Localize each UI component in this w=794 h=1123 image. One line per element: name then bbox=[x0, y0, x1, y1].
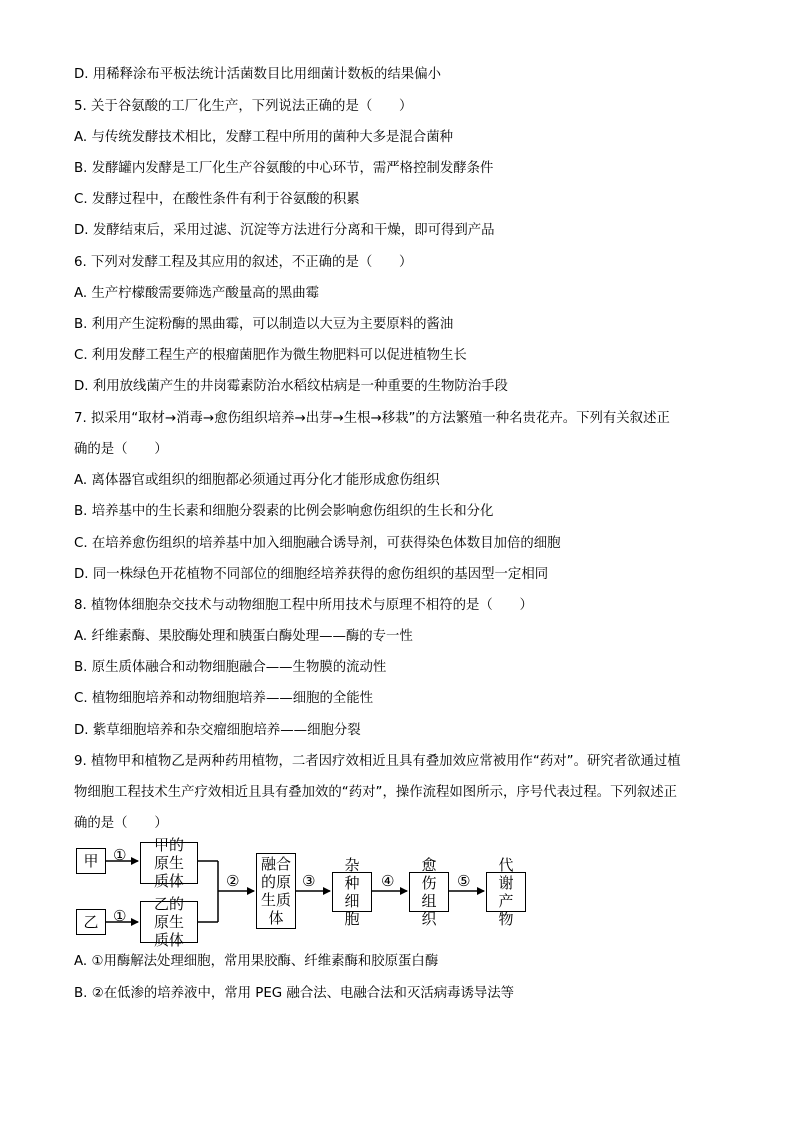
option-b: B. ②在低渗的培养液中，常用 PEG 融合法、电融合法和灭活病毒诱导法等 bbox=[74, 986, 515, 1001]
step-1-bottom-label: ① bbox=[113, 907, 127, 925]
fused-protoplast-box bbox=[256, 853, 296, 929]
plant-b-label: 乙 bbox=[83, 913, 99, 931]
option-b: B. 发酵罐内发酵是工厂化生产谷氨酸的中心环节，需严格控制发酵条件 bbox=[74, 161, 494, 176]
option-c: C. 在培养愈伤组织的培养基中加入细胞融合诱导剂，可获得染色体数目加倍的细胞 bbox=[74, 536, 561, 551]
protoplast-b-label: 乙的原生质体 bbox=[153, 895, 184, 949]
step-5-label: ⑤ bbox=[457, 872, 471, 890]
question-9-stem-cont: 确的是（ ） bbox=[74, 816, 168, 831]
plant-a-label: 甲 bbox=[83, 852, 99, 870]
question-9-stem-cont: 物细胞工程技术生产疗效相近且具有叠加效的“药对”，操作流程如图所示，序号代表过程。下列叙述正 bbox=[74, 785, 678, 800]
text-line: D. 用稀释涂布平板法统计活菌数目比用细菌计数板的结果偏小 bbox=[74, 67, 441, 82]
callus-label: 愈伤组织 bbox=[421, 856, 437, 928]
option-c: C. 发酵过程中，在酸性条件有利于谷氨酸的积累 bbox=[74, 192, 360, 207]
metabolite-box bbox=[486, 856, 526, 928]
step-3-label: ③ bbox=[302, 872, 316, 890]
metabolite-label: 代谢产物 bbox=[498, 856, 514, 928]
protoplast-b-box bbox=[140, 895, 198, 949]
option-b: B. 培养基中的生长素和细胞分裂素的比例会影响愈伤组织的生长和分化 bbox=[74, 504, 494, 519]
option-b: B. 原生质体融合和动物细胞融合——生物膜的流动性 bbox=[74, 660, 387, 675]
option-d: D. 发酵结束后，采用过滤、沉淀等方法进行分离和干燥，即可得到产品 bbox=[74, 223, 495, 238]
hybrid-cell-box bbox=[332, 856, 372, 928]
callus-box bbox=[409, 856, 449, 928]
option-a: A. 与传统发酵技术相比，发酵工程中所用的菌种大多是混合菌种 bbox=[74, 130, 453, 145]
option-a: A. 离体器官或组织的细胞都必须通过再分化才能形成愈伤组织 bbox=[74, 473, 440, 488]
question-8-stem: 8. 植物体细胞杂交技术与动物细胞工程中所用技术与原理不相符的是（ ） bbox=[74, 598, 533, 613]
fused-protoplast-label: 融合的原生质体 bbox=[261, 855, 292, 927]
option-c: C. 植物细胞培养和动物细胞培养——细胞的全能性 bbox=[74, 691, 374, 706]
question-7-stem-cont: 确的是（ ） bbox=[74, 442, 168, 457]
step-4-label: ④ bbox=[381, 872, 395, 890]
plant-b-box bbox=[76, 909, 106, 935]
option-a: A. ①用酶解法处理细胞，常用果胶酶、纤维素酶和胶原蛋白酶 bbox=[74, 954, 439, 969]
option-c: C. 利用发酵工程生产的根瘤菌肥作为微生物肥料可以促进植物生长 bbox=[74, 348, 467, 363]
question-7-stem: 7. 拟采用“取材→消毒→愈伤组织培养→出芽→生根→移栽”的方法繁殖一种名贵花卉。下列有关叙述正 bbox=[74, 411, 670, 426]
step-1-top-label: ① bbox=[113, 846, 127, 864]
question-6-stem: 6. 下列对发酵工程及其应用的叙述，不正确的是（ ） bbox=[74, 255, 413, 270]
step-2-label: ② bbox=[226, 872, 240, 890]
plant-a-box bbox=[76, 848, 106, 874]
protoplast-a-label: 甲的原生质体 bbox=[153, 836, 184, 890]
question-5-stem: 5. 关于谷氨酸的工厂化生产，下列说法正确的是（ ） bbox=[74, 99, 413, 114]
protoplast-a-box bbox=[140, 836, 198, 890]
option-d: D. 紫草细胞培养和杂交瘤细胞培养——细胞分裂 bbox=[74, 723, 361, 738]
option-a: A. 生产柠檬酸需要筛选产酸量高的黑曲霉 bbox=[74, 286, 320, 301]
question-9-stem: 9. 植物甲和植物乙是两种药用植物，二者因疗效相近且具有叠加效应常被用作“药对”。研究者欲通过植 bbox=[74, 754, 681, 769]
option-a: A. 纤维素酶、果胶酶处理和胰蛋白酶处理——酶的专一性 bbox=[74, 629, 413, 644]
hybrid-cell-label: 杂种细胞 bbox=[344, 856, 360, 928]
option-d: D. 同一株绿色开花植物不同部位的细胞经培养获得的愈伤组织的基因型一定相同 bbox=[74, 567, 549, 582]
option-b: B. 利用产生淀粉酶的黑曲霉，可以制造以大豆为主要原料的酱油 bbox=[74, 317, 454, 332]
option-d: D. 利用放线菌产生的井岗霉素防治水稻纹枯病是一种重要的生物防治手段 bbox=[74, 379, 508, 394]
